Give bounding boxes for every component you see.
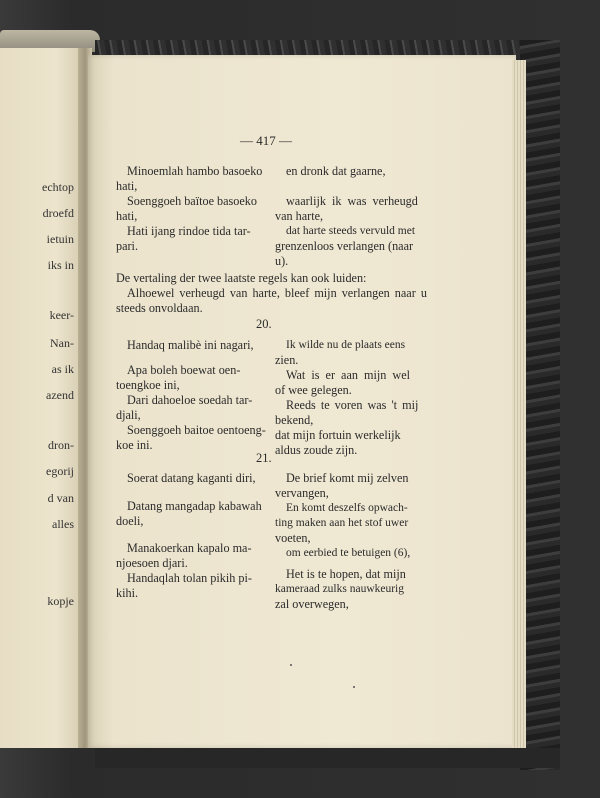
dutch-line: vervangen, [275,486,329,500]
left-fragment: echtop [42,180,74,194]
left-fragment: Nan- [50,336,74,350]
left-fragment: dron- [48,438,74,452]
malay-line: Soerat datang kaganti diri, [127,471,256,485]
left-fragment: ietuin [46,232,74,246]
left-fragment: droefd [42,206,74,220]
dutch-line: zal overwegen, [275,597,349,611]
malay-line: toengkoe ini, [116,378,180,392]
malay-line: Handaqlah tolan pikih pi- [127,571,252,585]
left-fragment: alles [52,517,74,531]
dutch-line: waarlijk ik was verheugd [286,194,418,208]
left-fragment: iks in [47,258,74,272]
dutch-line: voeten, [275,531,311,545]
page-number: — 417 — [240,133,292,148]
dutch-line: Ik wilde nu de plaats eens [286,339,406,351]
malay-line: njoesoen djari. [116,556,188,570]
left-fragment: azend [46,388,74,402]
dutch-line: ting maken aan het stof uwer [275,517,409,529]
dutch-line: van harte, [275,209,324,223]
dutch-line: En komt deszelfs opwach- [286,502,408,514]
malay-line: Handaq malibè ini nagari, [127,338,254,352]
malay-line: Dari dahoeloe soedah tar- [127,393,253,407]
dutch-line: om eerbied te betuigen (6), [286,547,411,559]
malay-line: Hati ijang rindoe tida tar- [127,224,251,238]
dutch-line: Wat is er aan mijn wel [286,368,411,382]
malay-line: Soenggoeh baitoe oentoeng- [127,423,266,437]
paper-speck [353,686,355,688]
malay-line: hati, [116,209,138,223]
dutch-line: u). [275,254,289,268]
dutch-line: dat mijn fortuin werkelijk [275,428,401,442]
note-line: steeds onvoldaan. [116,301,203,315]
malay-line: Soenggoeh baïtoe basoeko [127,194,257,208]
malay-line: Manakoerkan kapalo ma- [127,541,252,555]
dutch-line: Het is te hopen, dat mijn [286,567,406,581]
dutch-line: en dronk dat gaarne, [286,164,386,178]
note-line: Alhoewel verheugd van harte, bleef mijn verlangen naar u [127,286,427,300]
note-line: De vertaling der twee laatste regels kan ook luiden: [116,271,367,285]
left-fragment: egorij [46,464,74,478]
left-fragment: keer- [49,308,74,322]
malay-line: doeli, [116,514,144,528]
malay-line: hati, [116,179,138,193]
dutch-line: Reeds te voren was 't mij [286,398,419,412]
dutch-line: aldus zoude zijn. [275,443,358,457]
dutch-line: dat harte steeds vervuld met [286,225,416,237]
malay-line: kihi. [116,586,139,600]
cover-bottom [95,748,560,768]
left-fragment: as ik [51,362,74,376]
paper-speck [290,664,292,666]
dutch-line: zien. [275,353,299,367]
left-fragment: kopje [47,594,74,608]
stanza-number: 20. [256,317,272,331]
malay-line: pari. [116,239,138,253]
dutch-line: kameraad zulks nauwkeurig [275,583,405,595]
malay-line: koe ini. [116,438,153,452]
page-edges [512,60,526,748]
left-page [0,48,80,748]
dutch-line: of wee gelegen. [275,383,352,397]
dutch-line: De brief komt mij zelven [286,471,409,485]
stanza-number: 21. [256,451,272,465]
malay-line: Apa boleh boewat oen- [127,363,241,377]
dutch-line: grenzenloos verlangen (naar [275,239,414,253]
dutch-line: bekend, [275,413,314,427]
malay-line: Datang mangadap kabawah [127,499,262,513]
malay-line: djali, [116,408,141,422]
marbled-cover-right [520,40,560,770]
left-fragment: d van [47,491,74,505]
malay-line: Minoemlah hambo basoeko [127,164,263,178]
